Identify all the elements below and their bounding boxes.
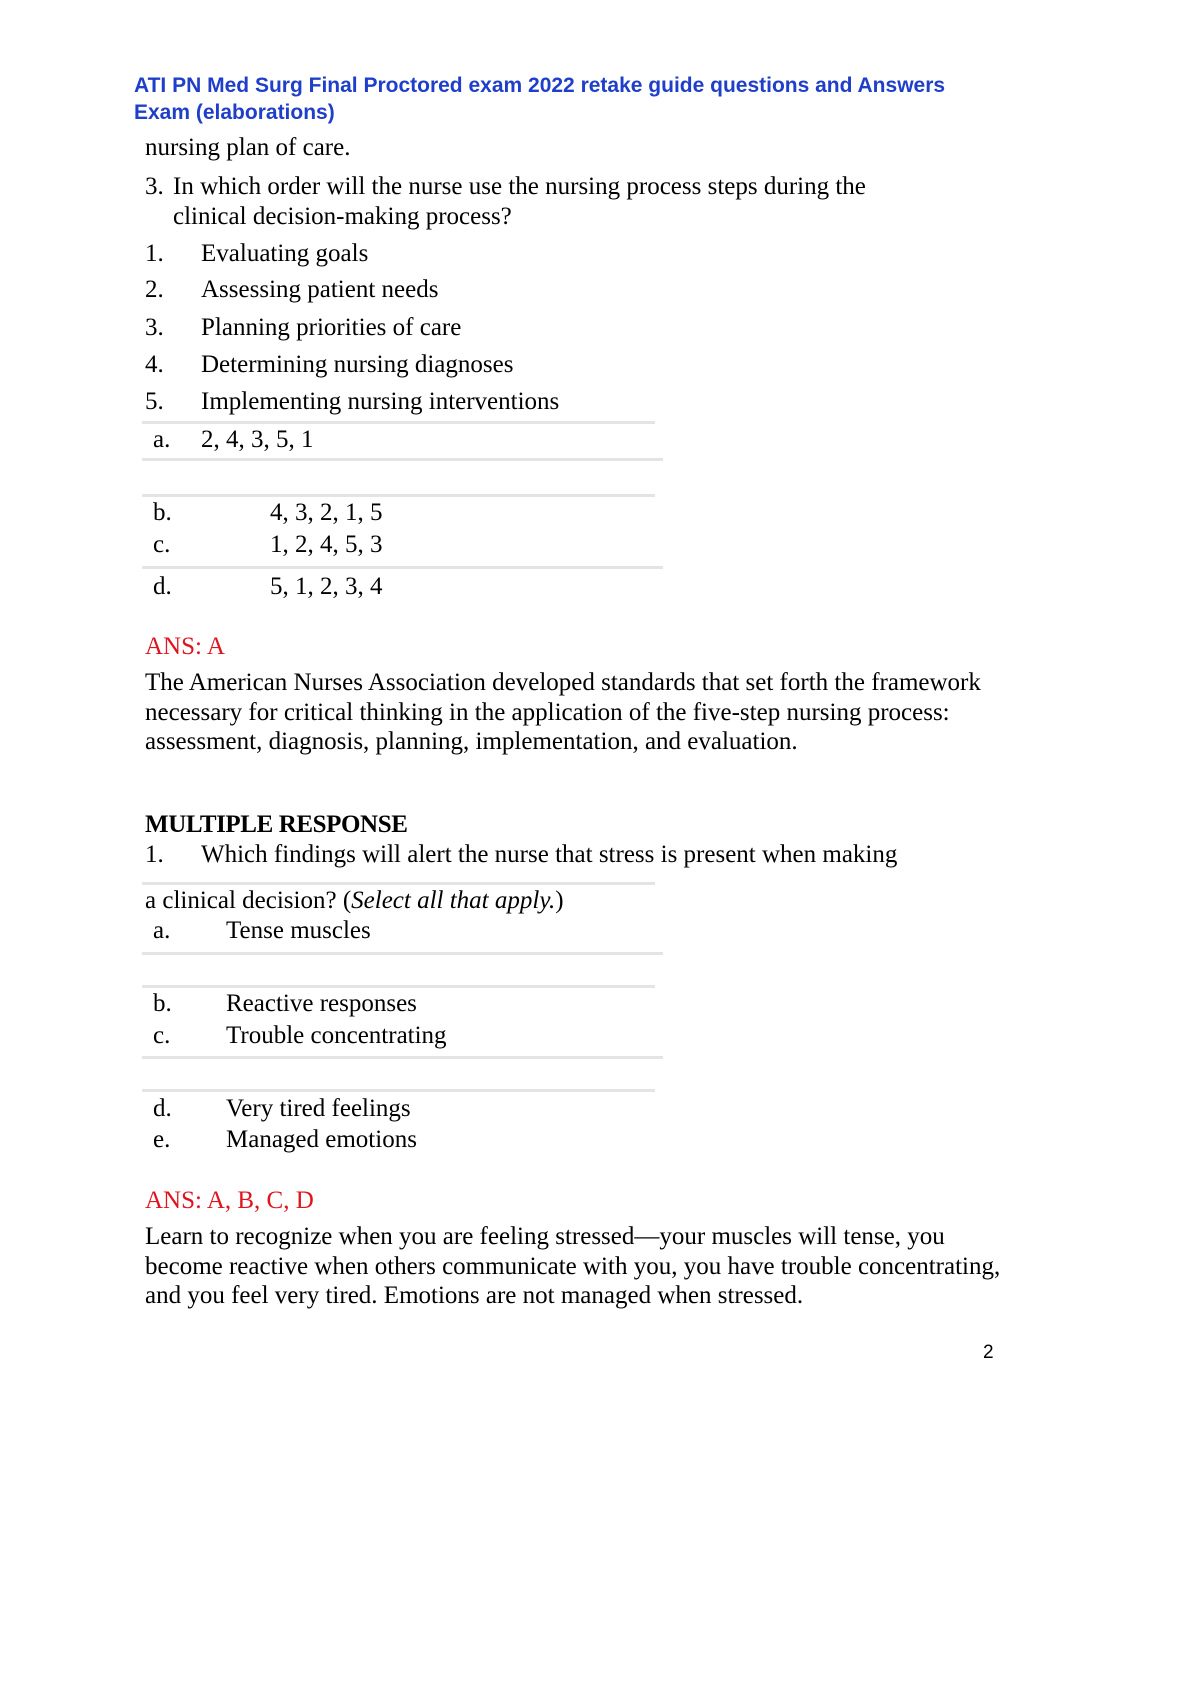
option-letter: a.	[153, 426, 171, 453]
table-rule	[142, 494, 655, 497]
option-letter: a.	[153, 917, 171, 944]
table-rule	[142, 985, 655, 988]
question-text-line1: Which findings will alert the nurse that stress is present when making	[201, 841, 898, 868]
question-text-line2: a clinical decision? (Select all that apply.)	[145, 887, 564, 914]
step-number: 4.	[145, 351, 164, 378]
step-text: Determining nursing diagnoses	[201, 351, 514, 378]
rationale-paragraph: The American Nurses Association developed standards that set forth the framework necessary for critical thinking in the application of the five-step nursing process: assessment, diagnosis, planning, implementation, and evaluation.	[145, 669, 981, 755]
option-letter: b.	[153, 990, 172, 1017]
header-title-line2: Exam (elaborations)	[134, 101, 335, 124]
step-number: 5.	[145, 388, 164, 415]
option-text: Very tired feelings	[226, 1095, 411, 1122]
step-number: 1.	[145, 240, 164, 267]
step-number: 2.	[145, 276, 164, 303]
rationale-paragraph: Learn to recognize when you are feeling stressed—your muscles will tense, you become reactive when others communicate with you, you have trouble concentrating, and you feel very tired. Emotions are not managed when stressed.	[145, 1223, 1001, 1309]
option-letter: c.	[153, 531, 171, 558]
document-header	[134, 72, 1074, 126]
option-text: Reactive responses	[226, 990, 417, 1017]
table-rule	[142, 421, 655, 424]
question-number: 1.	[145, 841, 164, 868]
option-letter: d.	[153, 1095, 172, 1122]
option-text: 1, 2, 4, 5, 3	[270, 531, 383, 558]
question-3-number: 3.	[145, 173, 164, 200]
table-rule	[142, 1056, 663, 1059]
step-number: 3.	[145, 314, 164, 341]
question-3-text-line2: clinical decision-making process?	[173, 203, 512, 230]
table-rule	[142, 952, 663, 955]
question-3-text-line1: In which order will the nurse use the nursing process steps during the	[173, 173, 866, 200]
step-text: Implementing nursing interventions	[201, 388, 560, 415]
continued-text: nursing plan of care.	[145, 134, 351, 161]
option-letter: e.	[153, 1126, 171, 1153]
option-text: Managed emotions	[226, 1126, 417, 1153]
answer-label: ANS: A, B, C, D	[145, 1187, 314, 1214]
table-rule	[142, 458, 663, 461]
section-heading: MULTIPLE RESPONSE	[145, 811, 408, 838]
option-text: 2, 4, 3, 5, 1	[201, 426, 314, 453]
step-text: Evaluating goals	[201, 240, 369, 267]
option-text: 5, 1, 2, 3, 4	[270, 573, 383, 600]
header-title-line1: ATI PN Med Surg Final Proctored exam 2022 retake guide questions and Answers	[134, 74, 946, 97]
table-rule	[142, 566, 663, 569]
page-number: 2	[983, 1342, 994, 1363]
option-text: Trouble concentrating	[226, 1022, 447, 1049]
step-text: Planning priorities of care	[201, 314, 462, 341]
step-text: Assessing patient needs	[201, 276, 439, 303]
option-letter: d.	[153, 573, 172, 600]
option-letter: c.	[153, 1022, 171, 1049]
option-text: 4, 3, 2, 1, 5	[270, 499, 383, 526]
option-letter: b.	[153, 499, 172, 526]
option-text: Tense muscles	[226, 917, 371, 944]
table-rule	[142, 882, 655, 885]
answer-label: ANS: A	[145, 633, 225, 660]
table-rule	[142, 1089, 655, 1092]
